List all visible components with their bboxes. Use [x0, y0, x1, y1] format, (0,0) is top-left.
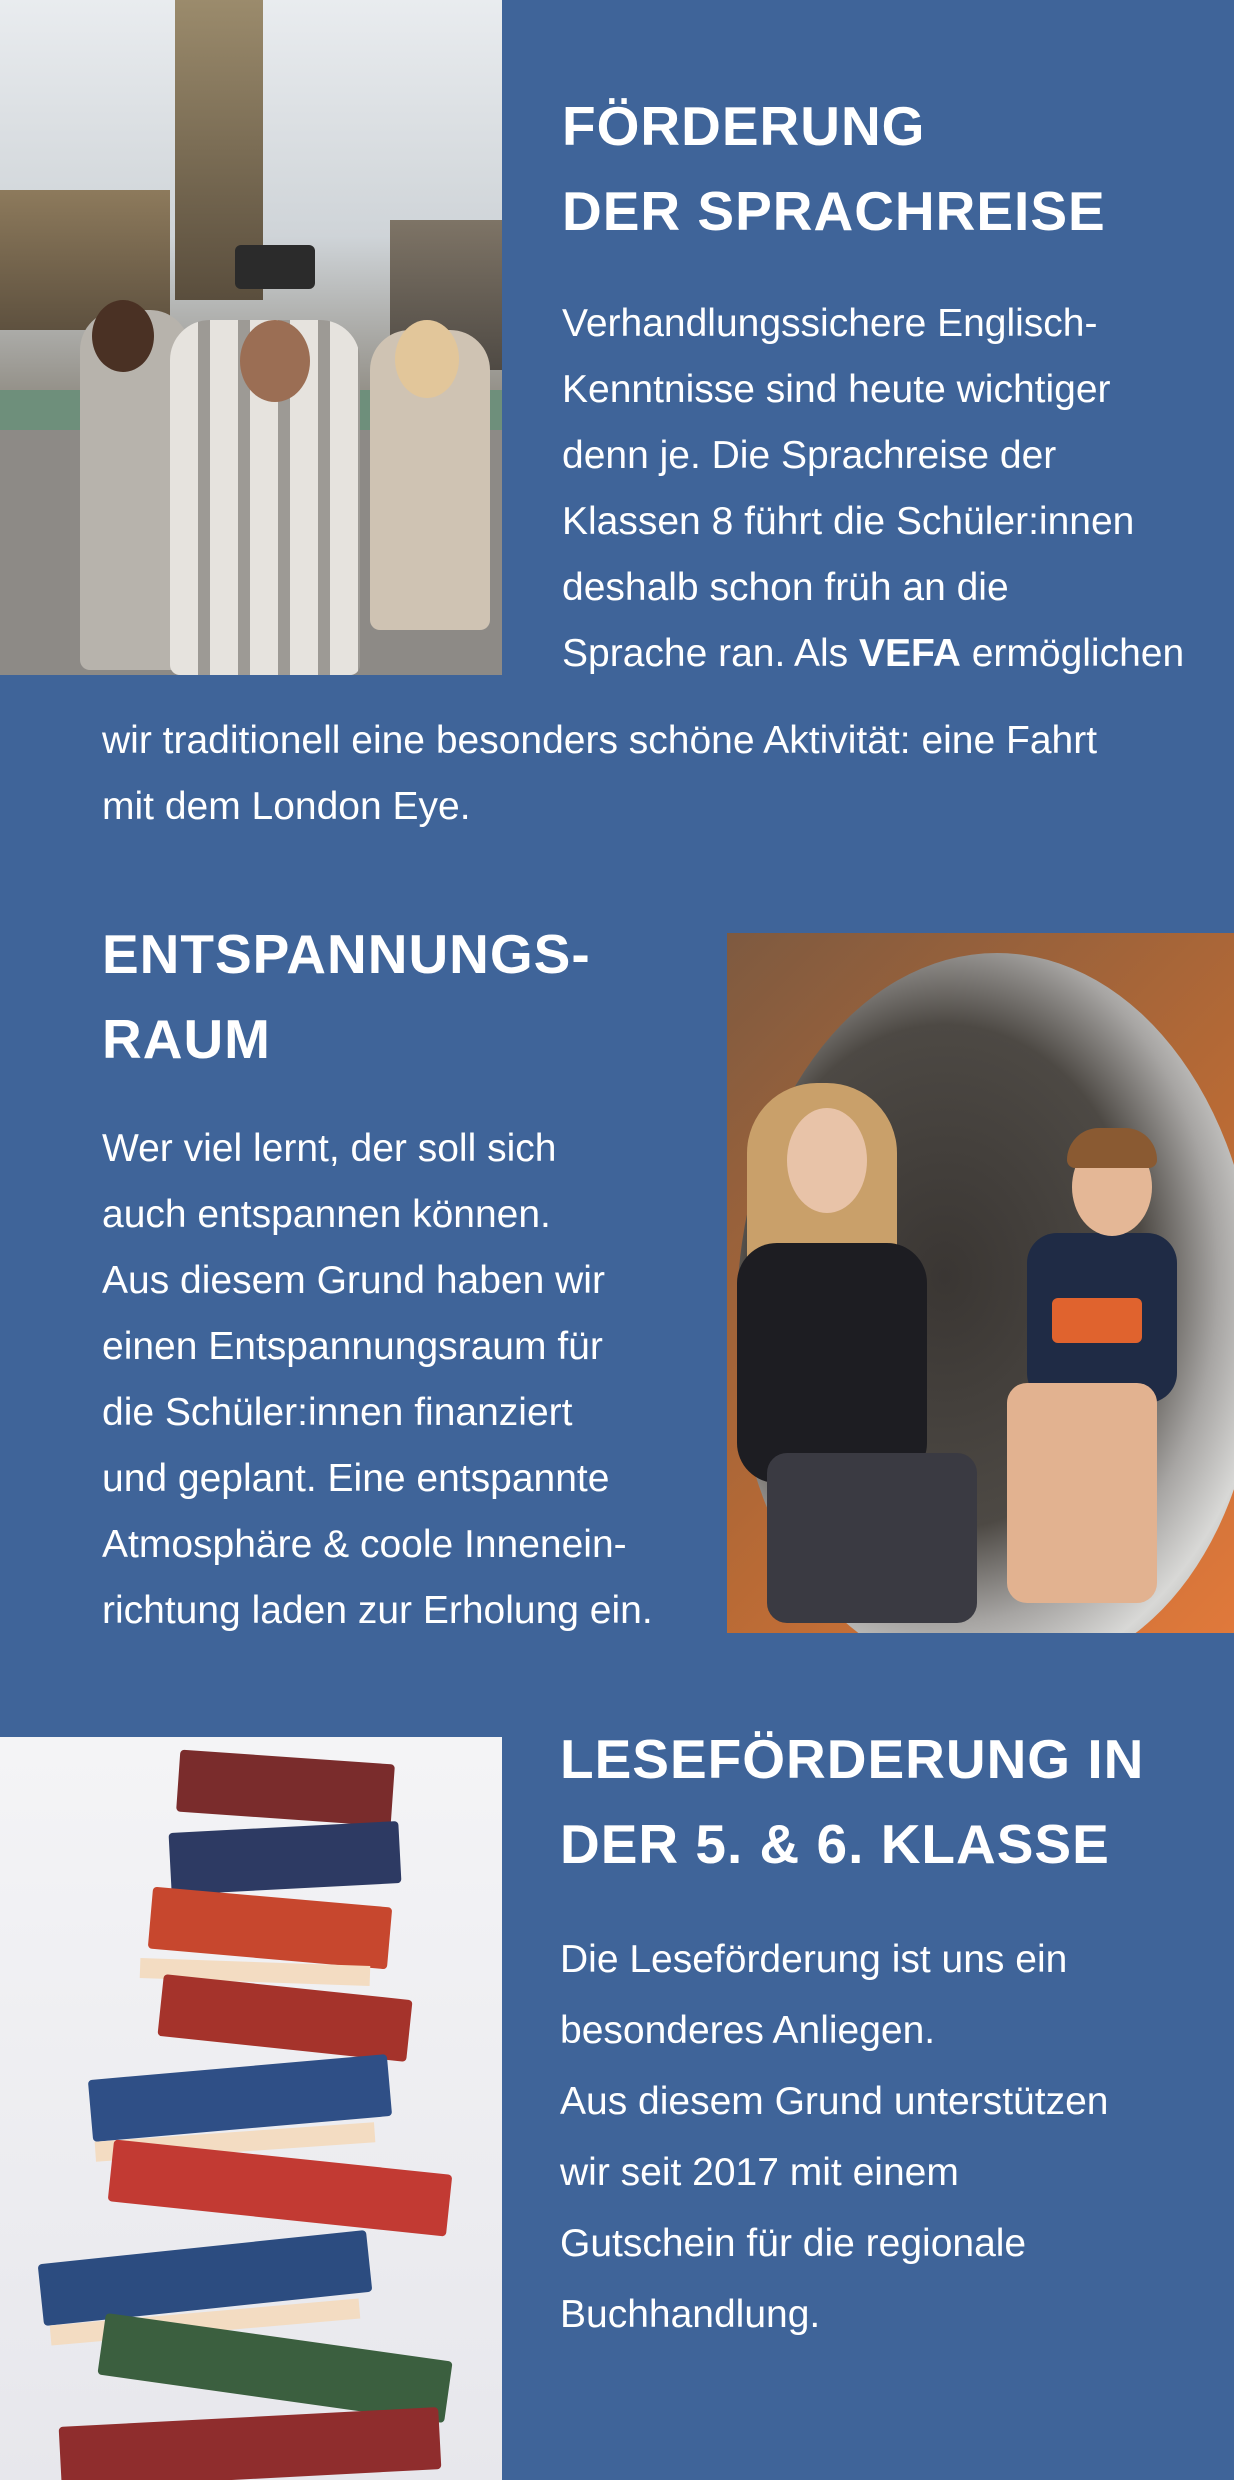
body-line: Aus diesem Grund haben wir	[102, 1259, 605, 1302]
body-line: Aus diesem Grund unterstützen	[560, 2080, 1109, 2123]
body-line: Klassen 8 führt die Schüler:innen	[562, 500, 1135, 543]
heading-line: LESEFÖRDERUNG IN	[560, 1728, 1145, 1790]
heading-line: DER SPRACHREISE	[562, 180, 1106, 242]
body-line: deshalb schon früh an die	[562, 566, 1009, 609]
heading-line: RAUM	[102, 1008, 271, 1070]
body-line: Wer viel lernt, der soll sich	[102, 1127, 557, 1170]
body-line: Kenntnisse sind heute wichtiger	[562, 368, 1111, 411]
heading-line: ENTSPANNUNGS-	[102, 923, 591, 985]
body-line: einen Entspannungsraum für	[102, 1325, 603, 1368]
section-heading	[562, 84, 1106, 254]
section-heading	[560, 1717, 1144, 1887]
body-line: auch entspannen können.	[102, 1193, 551, 1236]
body-line: und geplant. Eine entspannte	[102, 1457, 610, 1500]
body-line: wir seit 2017 mit einem	[560, 2151, 959, 2194]
body-line: die Schüler:innen finanziert	[102, 1391, 573, 1434]
body-line: richtung laden zur Erholung ein.	[102, 1589, 653, 1632]
section-heading	[102, 912, 591, 1082]
body-line: Sprache ran. Als VEFA ermöglichen	[562, 632, 1185, 675]
vefa-name: VEFA	[859, 632, 961, 675]
body-line: Verhandlungssichere Englisch-	[562, 302, 1098, 345]
body-line: wir traditionell eine besonders schöne Aktivität: eine Fahrt	[102, 719, 1098, 762]
section-body	[102, 1116, 653, 1644]
body-line: Gutschein für die regionale	[560, 2222, 1027, 2265]
body-line: mit dem London Eye.	[102, 785, 471, 828]
body-line: Die Leseförderung ist uns ein	[560, 1938, 1068, 1981]
section-body	[562, 291, 1184, 687]
heading-line: DER 5. & 6. KLASSE	[560, 1813, 1110, 1875]
body-line: Buchhandlung.	[560, 2293, 821, 2336]
body-line: denn je. Die Sprachreise der	[562, 434, 1057, 477]
section-body-continued	[102, 708, 1097, 840]
body-line: besonderes Anliegen.	[560, 2009, 936, 2052]
london-selfie-photo	[0, 0, 502, 675]
book-stack-photo	[0, 1737, 502, 2480]
heading-line: FÖRDERUNG	[562, 95, 926, 157]
body-line: Atmosphäre & coole Innenein-	[102, 1523, 627, 1566]
egg-chair-photo	[727, 933, 1234, 1633]
section-body	[560, 1924, 1108, 2350]
